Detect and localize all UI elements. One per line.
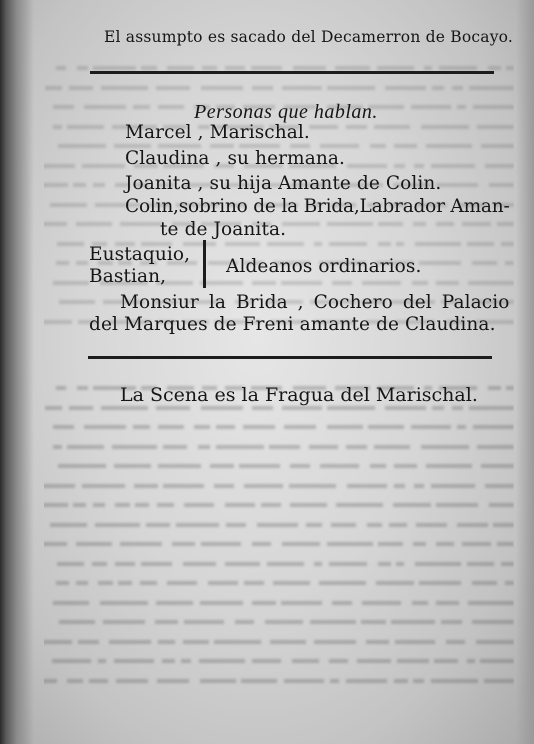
cast-line: Joanita , su hija Amante de Colin.	[125, 173, 442, 194]
cast-line: Claudina , su hermana.	[125, 148, 345, 169]
bleed-through-texture-bottom	[44, 378, 514, 698]
cast-line: Colin,sobrino de la Brida,Labrador Aman-	[125, 196, 510, 217]
middle-rule	[88, 356, 492, 359]
cast-line: Marcel , Marischal.	[125, 122, 310, 143]
scene-line: La Scena es la Fragua del Marischal.	[120, 384, 478, 406]
cast-line: Eustaquio,	[89, 244, 191, 265]
running-head: El assumpto es sacado del Decamerron de Bocayo.	[104, 28, 514, 46]
cast-line: Monsiur la Brida , Cochero del Palacio	[120, 292, 510, 313]
cast-line: del Marques de Freni amante de Claudina.	[89, 314, 496, 335]
cast-line: Bastian,	[89, 266, 167, 287]
brace-divider	[203, 240, 206, 288]
page-edge-shadow	[516, 0, 534, 744]
top-rule	[90, 71, 494, 74]
cast-line: te de Joanita.	[160, 219, 287, 240]
cast-heading: Personas que hablan.	[194, 101, 378, 123]
binding-shadow	[0, 0, 34, 744]
cast-line: Aldeanos ordinarios.	[226, 256, 422, 277]
